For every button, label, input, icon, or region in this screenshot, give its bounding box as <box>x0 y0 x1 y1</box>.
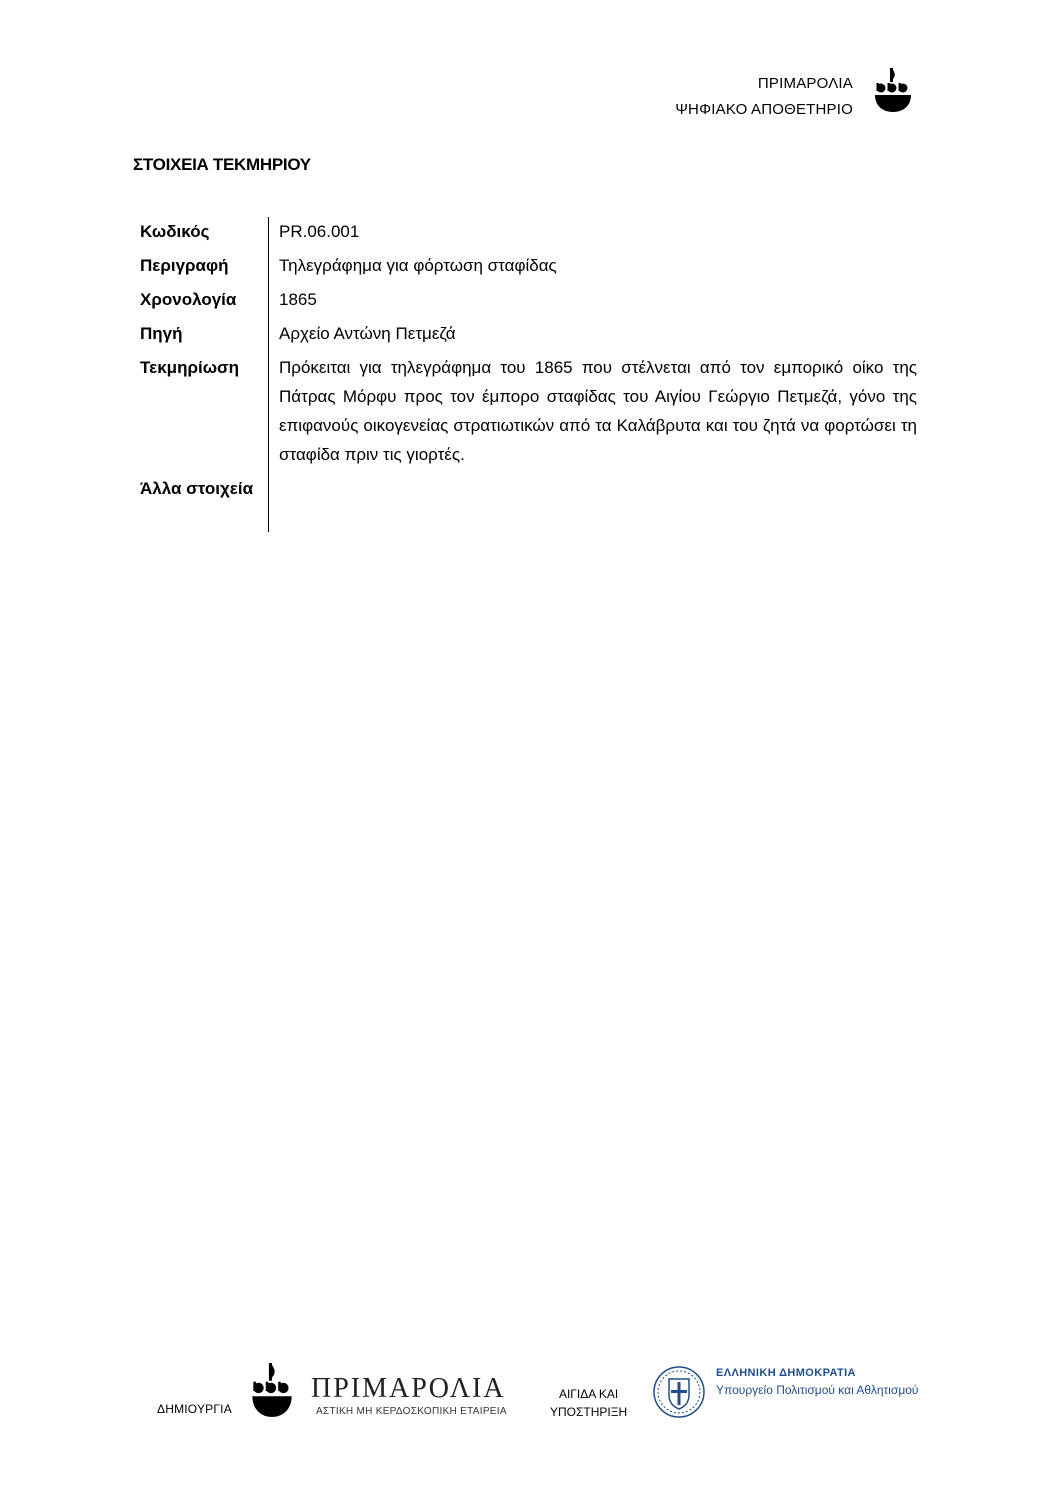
source-label: Πηγή <box>140 324 183 343</box>
table-row <box>140 319 917 353</box>
gov-line-2: Υπουργείο Πολιτισμού και Αθλητισμού <box>716 1383 919 1397</box>
gov-line-1: ΕΛΛΗΝΙΚΗ ΔΗΜΟΚΡΑΤΙΑ <box>716 1367 856 1379</box>
primarolia-logo-icon <box>874 66 914 119</box>
documentation-label: Τεκμηρίωση <box>140 358 240 377</box>
page-footer <box>0 1355 1058 1435</box>
support-label-line-2: ΥΠΟΣΤΗΡΙΞΗ <box>550 1405 628 1419</box>
primarolia-logo-icon <box>251 1361 293 1424</box>
other-value <box>269 474 918 532</box>
table-row <box>140 217 917 251</box>
created-by-label: ΔΗΜΙΟΥΡΓΙΑ <box>157 1402 232 1416</box>
section-title: ΣΤΟΙΧΕΙΑ ΤΕΚΜΗΡΙΟΥ <box>133 155 311 174</box>
brand-name: ΠΡΙΜΑΡΟΛΙΑ <box>311 1373 506 1404</box>
record-details-table <box>140 217 917 532</box>
support-label-line-1: ΑΙΓΙΔΑ ΚΑΙ <box>558 1387 619 1401</box>
description-label: Περιγραφή <box>140 256 229 275</box>
table-row <box>140 474 917 532</box>
date-label: Χρονολογία <box>140 290 237 309</box>
table-row <box>140 353 917 474</box>
table-row <box>140 285 917 319</box>
header-line-2: ΨΗΦΙΑΚΟ ΑΠΟΘΕΤΗΡΙΟ <box>675 101 853 118</box>
other-label: Άλλα στοιχεία <box>140 479 254 498</box>
support-label <box>550 1385 627 1421</box>
documentation-value: Πρόκειται για τηλεγράφημα του 1865 που στέλνεται από τον εμπορικό οίκο της Πάτρας Μόρφυ προς τον έμπορο σταφίδας του Αιγίου Γεώργιο Πετμεζά, γόνο της επιφανούς οικογενείας στρατιωτικών από τα Καλάβρυτα και του ζητά να φορτώσει τη σταφίδα πριν τις γιορτές. <box>269 353 918 474</box>
table-row <box>140 251 917 285</box>
header-line-1: ΠΡΙΜΑΡΟΛΙΑ <box>757 75 853 92</box>
source-value: Αρχείο Αντώνη Πετμεζά <box>269 319 918 353</box>
code-label: Κωδικός <box>140 222 210 241</box>
brand-subtitle: ΑΣΤΙΚΗ ΜΗ ΚΕΡΔΟΣΚΟΠΙΚΗ ΕΤΑΙΡΕΙΑ <box>316 1406 507 1417</box>
description-value: Τηλεγράφημα για φόρτωση σταφίδας <box>269 251 918 285</box>
header-text <box>675 71 853 123</box>
date-value: 1865 <box>269 285 918 319</box>
greek-coat-of-arms-icon <box>652 1365 706 1424</box>
code-value: PR.06.001 <box>269 217 918 251</box>
